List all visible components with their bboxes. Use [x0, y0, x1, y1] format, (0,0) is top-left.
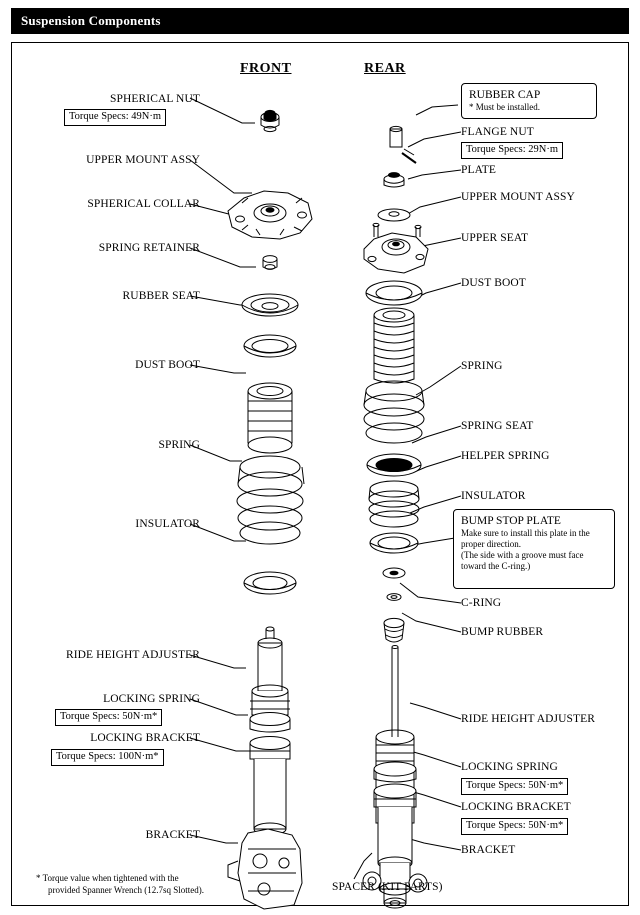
note-bump-stop-plate-line-3: (The side with a groove must face [461, 550, 584, 560]
torque-rear-locking-spring: Torque Specs: 50N·m* [461, 778, 568, 795]
torque-front-locking-bracket: Torque Specs: 100N·m* [51, 749, 164, 766]
title-bar [11, 8, 629, 34]
diagram-frame [11, 42, 629, 906]
label-front-insulator: INSULATOR [135, 518, 200, 530]
label-rear-spring-seat: SPRING SEAT [461, 420, 534, 432]
torque-front-spherical-nut: Torque Specs: 49N·m [64, 109, 166, 126]
label-front-spring: SPRING [158, 439, 200, 451]
note-bump-stop-plate-title: BUMP STOP PLATE [461, 515, 561, 527]
exploded-view-artwork [12, 43, 628, 905]
label-front-locking-bracket: LOCKING BRACKET [90, 732, 200, 744]
label-front-spherical-nut: SPHERICAL NUT [109, 93, 200, 105]
label-rear-ride-height-adjuster: RIDE HEIGHT ADJUSTER [461, 713, 596, 725]
label-rear-insulator: INSULATOR [461, 490, 526, 502]
label-front-spring-retainer: SPRING RETAINER [98, 242, 200, 254]
note-rubber-cap-line-1: * Must be installed. [469, 102, 540, 112]
label-rear-bracket: BRACKET [461, 844, 516, 856]
label-rear-upper-seat: UPPER SEAT [461, 232, 529, 244]
footnote-line-1: * Torque value when tightened with the [36, 873, 179, 883]
page-title: Suspension Components [21, 13, 161, 28]
label-rear-bump-rubber: BUMP RUBBER [461, 626, 544, 638]
note-bump-stop-plate-line-2: proper direction. [461, 539, 521, 549]
label-rear-spacer-kit-parts: SPACER (KIT PARTS) [332, 881, 443, 893]
torque-front-locking-spring: Torque Specs: 50N·m* [55, 709, 162, 726]
footnote-line-2: provided Spanner Wrench (12.7sq Slotted). [48, 885, 204, 895]
torque-rear-locking-bracket: Torque Specs: 50N·m* [461, 818, 568, 835]
note-bump-stop-plate-line-1: Make sure to install this plate in the [461, 528, 590, 538]
note-bump-stop-plate [453, 509, 615, 589]
note-bump-stop-plate-line-4: toward the C-ring.) [461, 561, 531, 571]
label-rear-dust-boot: DUST BOOT [461, 277, 526, 289]
label-front-dust-boot: DUST BOOT [135, 359, 200, 371]
label-front-locking-spring: LOCKING SPRING [103, 693, 200, 705]
note-rubber-cap [461, 83, 597, 119]
label-front-rubber-seat: RUBBER SEAT [122, 290, 200, 302]
label-rear-c-ring: C-RING [461, 597, 502, 609]
label-rear-upper-mount-assy: UPPER MOUNT ASSY [461, 191, 575, 203]
column-heading-rear: REAR [364, 61, 406, 76]
column-heading-front: FRONT [240, 61, 292, 76]
label-front-ride-height-adjuster: RIDE HEIGHT ADJUSTER [65, 649, 200, 661]
label-rear-plate: PLATE [461, 164, 496, 176]
torque-rear-flange-nut: Torque Specs: 29N·m [461, 142, 563, 159]
label-rear-flange-nut: FLANGE NUT [461, 126, 534, 138]
label-rear-helper-spring: HELPER SPRING [461, 450, 550, 462]
label-rear-spring: SPRING [461, 360, 503, 372]
label-front-spherical-collar: SPHERICAL COLLAR [87, 198, 200, 210]
label-front-bracket: BRACKET [145, 829, 200, 841]
note-rubber-cap-title: RUBBER CAP [469, 89, 541, 101]
label-rear-locking-bracket: LOCKING BRACKET [461, 801, 571, 813]
label-rear-locking-spring: LOCKING SPRING [461, 761, 558, 773]
label-front-upper-mount-assy: UPPER MOUNT ASSY [86, 154, 200, 166]
